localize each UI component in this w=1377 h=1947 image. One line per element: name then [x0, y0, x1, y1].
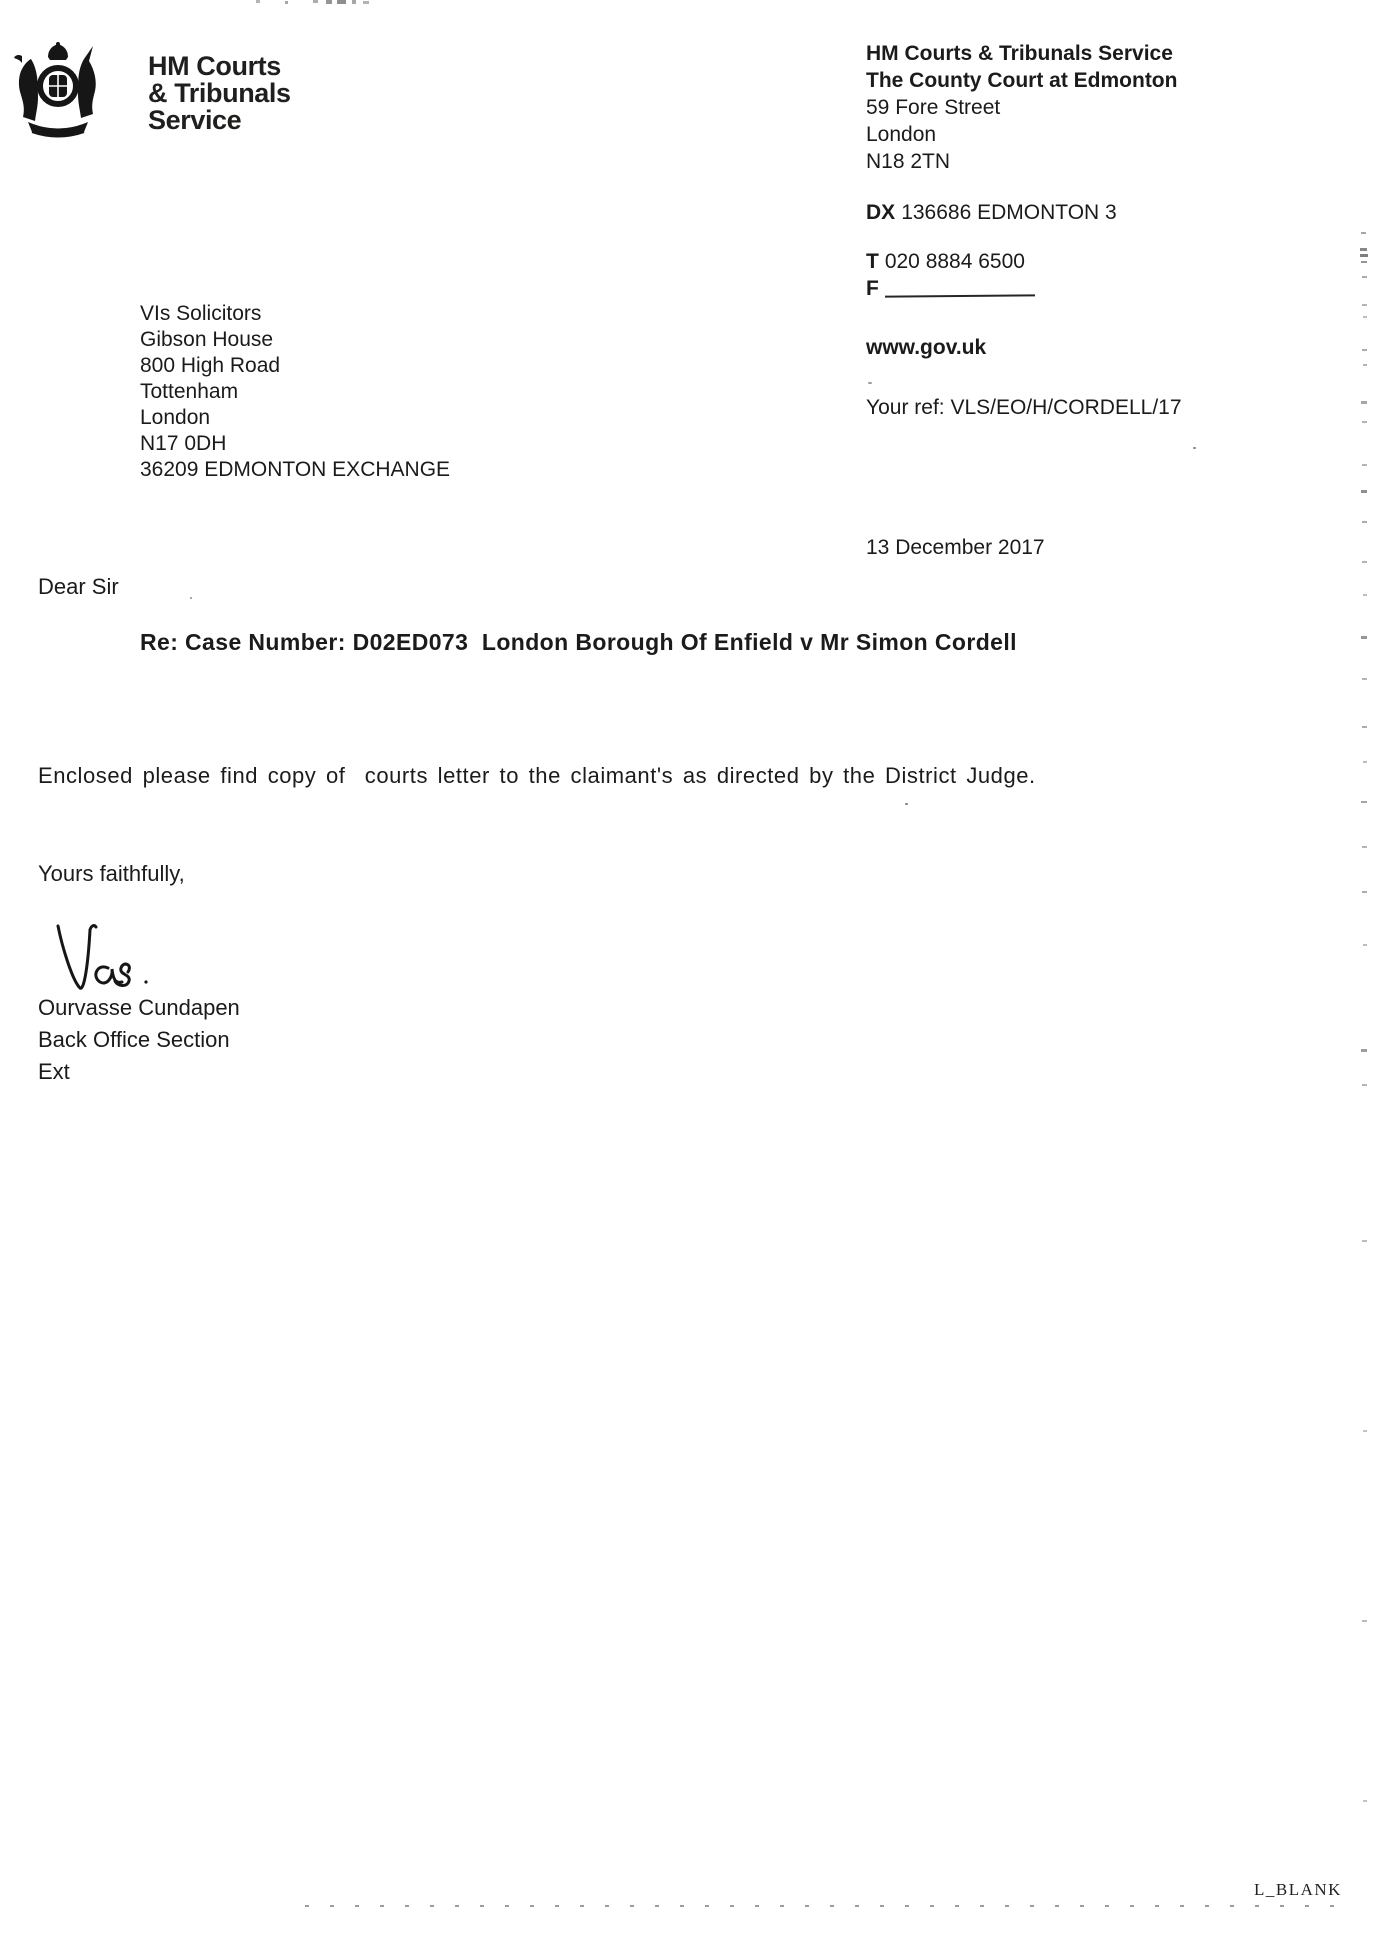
hmcts-logo — [8, 42, 108, 142]
scan-artifact — [1362, 304, 1367, 306]
dx-label: DX — [866, 201, 896, 224]
scan-artifact — [1362, 1084, 1367, 1086]
scan-artifact — [1362, 726, 1367, 728]
scan-artifact — [1362, 464, 1367, 466]
scan-artifact — [1363, 364, 1367, 366]
logo-line-2: & Tribunals — [148, 78, 291, 108]
closing: Yours faithfully, — [38, 861, 185, 886]
sender-postcode: N18 2TN — [866, 150, 951, 173]
your-ref: Your ref: VLS/EO/H/CORDELL/17 — [866, 396, 1182, 419]
logo-line-1: HM Courts — [148, 51, 281, 81]
scan-artifact — [1362, 678, 1367, 680]
hmcts-logo-text — [148, 53, 291, 134]
recipient-line: 36209 EDMONTON EXCHANGE — [140, 458, 451, 481]
scan-artifact — [285, 1, 288, 4]
scan-artifact — [352, 0, 356, 4]
scan-artifact — [1363, 1800, 1367, 1802]
fax-blank-underline — [885, 293, 1035, 297]
letter-date: 13 December 2017 — [866, 536, 1045, 559]
scan-artifact — [1361, 490, 1367, 493]
scan-artifact — [326, 0, 332, 4]
sender-org: HM Courts & Tribunals Service — [866, 42, 1173, 65]
signer-department: Back Office Section — [38, 1027, 230, 1052]
scan-speck — [868, 382, 872, 384]
subject-line: Re: Case Number: D02ED073 London Borough Of Enfield v Mr Simon Cordell — [140, 629, 1017, 655]
scan-artifact — [1363, 1430, 1367, 1432]
scan-speck — [905, 803, 908, 805]
scan-artifact — [1361, 801, 1367, 803]
fax-label: F — [866, 277, 879, 300]
scan-artifact — [313, 0, 318, 3]
scan-artifact — [1363, 944, 1367, 946]
scan-artifact — [1361, 636, 1367, 639]
website: www.gov.uk — [866, 336, 987, 359]
scan-artifact — [1360, 254, 1368, 257]
scan-artifact — [1360, 248, 1367, 251]
recipient-line: N17 0DH — [140, 432, 227, 455]
signer-name: Ourvasse Cundapen — [38, 995, 240, 1020]
scan-artifact — [1361, 232, 1366, 234]
signer-extension: Ext — [38, 1059, 70, 1084]
scan-artifact — [1362, 421, 1367, 423]
scan-artifact — [1363, 594, 1367, 596]
scan-artifact — [256, 0, 260, 3]
sender-street: 59 Fore Street — [866, 96, 1001, 119]
scan-artifact — [1362, 276, 1367, 278]
dx-line — [866, 199, 1182, 226]
footer-document-code: L_BLANK — [1254, 1880, 1342, 1899]
royal-coat-of-arms-icon — [8, 42, 108, 142]
recipient-line: Gibson House — [140, 328, 274, 351]
sender-court: The County Court at Edmonton — [866, 69, 1178, 92]
scan-artifact — [1362, 349, 1367, 351]
scan-artifact — [1362, 891, 1367, 893]
recipient-line: VIs Solicitors — [140, 302, 262, 325]
scan-artifact — [1361, 261, 1367, 263]
scan-speck — [190, 597, 192, 599]
recipient-line: Tottenham — [140, 380, 239, 403]
scan-artifact — [1362, 521, 1367, 523]
scan-speck — [1193, 447, 1196, 449]
signature-block — [38, 992, 240, 1088]
logo-line-3: Service — [148, 105, 242, 135]
sender-address-block — [866, 40, 1182, 421]
sender-city: London — [866, 123, 937, 146]
scan-artifact — [1362, 561, 1367, 563]
dx-value: 136686 EDMONTON 3 — [901, 201, 1117, 224]
fax-line — [866, 275, 1182, 302]
scan-dotted-line — [305, 1905, 1347, 1907]
scan-artifact — [1361, 1049, 1367, 1052]
recipient-line: 800 High Road — [140, 354, 281, 377]
scan-artifact — [337, 0, 346, 4]
recipient-address-block — [140, 301, 450, 483]
phone-label: T — [866, 250, 879, 273]
scan-artifact — [1363, 761, 1367, 763]
scan-artifact — [1363, 316, 1367, 318]
salutation: Dear Sir — [38, 574, 119, 599]
recipient-line: London — [140, 406, 211, 429]
scan-artifact — [1362, 1620, 1367, 1622]
phone-line — [866, 248, 1182, 275]
body-paragraph: Enclosed please find copy of courts letter to the claimant's as directed by the District Judge. — [38, 763, 1036, 788]
scan-artifact — [1361, 401, 1367, 404]
scan-artifact — [363, 1, 369, 4]
scan-artifact — [1362, 846, 1367, 848]
scan-artifact — [1362, 1240, 1367, 1242]
phone-value: 020 8884 6500 — [884, 250, 1025, 273]
